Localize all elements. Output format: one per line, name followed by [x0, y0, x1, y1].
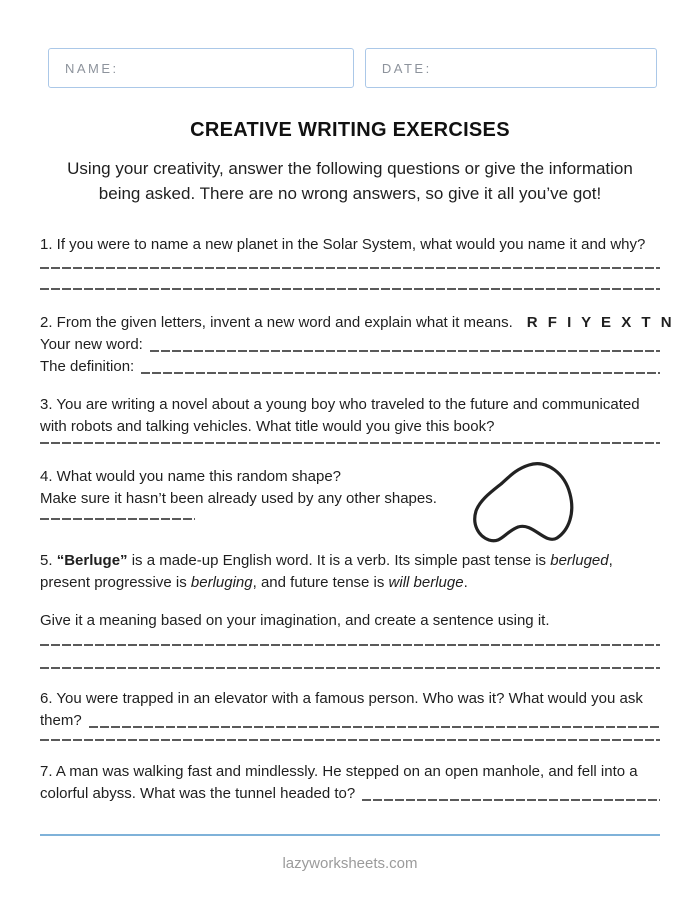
answer-line[interactable]	[40, 739, 660, 741]
question-3-text-line-2: with robots and talking vehicles. What title would you give this book?	[40, 418, 495, 435]
random-blob-shape	[470, 458, 574, 557]
question-7-answer-row	[40, 783, 660, 805]
question-5	[40, 550, 660, 669]
question-5-line2-mid: , and future tense is	[252, 574, 389, 591]
answer-line[interactable]	[141, 372, 660, 374]
name-field[interactable]	[48, 48, 354, 88]
answer-line[interactable]	[40, 442, 660, 444]
question-2-letters: R F I Y E X T N	[526, 314, 675, 331]
date-field[interactable]	[365, 48, 657, 88]
question-5-line2-pre: present progressive is	[40, 574, 191, 591]
question-5-rest-1: is a made-up English word. It is a verb. Its simple past tense is	[127, 552, 551, 569]
definition-row	[40, 356, 660, 378]
page-title: CREATIVE WRITING EXERCISES	[190, 119, 510, 141]
question-5-prompt: Give it a meaning based on your imagination, and create a sentence using it.	[40, 612, 550, 629]
answer-line[interactable]	[40, 518, 195, 520]
answer-line[interactable]	[40, 644, 660, 646]
answer-line[interactable]	[40, 667, 660, 669]
question-1-text: 1. If you were to name a new planet in the Solar System, what would you name it and why?	[40, 236, 646, 253]
instructions	[40, 156, 660, 206]
question-4	[40, 466, 660, 520]
question-5-italic-progressive: berluging	[190, 574, 253, 591]
question-3	[40, 394, 660, 444]
question-3-text-line-1: 3. You are writing a novel about a young boy who traveled to the future and communicated	[40, 396, 640, 413]
question-7-label: colorful abyss. What was the tunnel headed to?	[40, 785, 356, 802]
question-7-text-line-1: 7. A man was walking fast and mindlessly. He stepped on an open manhole, and fell into a	[40, 763, 638, 780]
question-5-bold-word: “Berluge”	[56, 552, 128, 569]
question-6-answer-row	[40, 710, 660, 732]
answer-line[interactable]	[150, 350, 660, 352]
question-5-period: .	[463, 574, 468, 591]
question-5-comma: ,	[608, 552, 613, 569]
question-5-italic-past: berluged	[550, 552, 609, 569]
question-2	[40, 312, 675, 378]
answer-line[interactable]	[89, 726, 660, 728]
question-5-italic-future: will berluge	[388, 574, 464, 591]
definition-label: The definition:	[40, 358, 135, 375]
header-fields	[48, 48, 657, 88]
question-2-prompt: 2. From the given letters, invent a new word and explain what it means.	[40, 314, 513, 331]
answer-line[interactable]	[40, 267, 660, 269]
name-field-label: NAME:	[65, 60, 119, 76]
question-2-text	[40, 312, 675, 334]
answer-line[interactable]	[362, 799, 660, 801]
new-word-row	[40, 334, 660, 356]
instructions-line-2: being asked. There are no wrong answers, so give it all you’ve got!	[98, 184, 602, 203]
question-6-label: them?	[40, 712, 82, 729]
date-field-label: DATE:	[381, 60, 432, 76]
question-5-text-line-2	[40, 572, 660, 594]
answer-line[interactable]	[40, 288, 660, 290]
instructions-line-1: Using your creativity, answer the following questions or give the information	[67, 159, 633, 178]
question-7	[40, 761, 660, 805]
footer-site-url: lazyworksheets.com	[282, 855, 418, 872]
new-word-label: Your new word:	[40, 336, 143, 353]
question-4-text-line-1: 4. What would you name this random shape?	[40, 468, 342, 485]
question-6-text-line-1: 6. You were trapped in an elevator with a famous person. Who was it? What would you ask	[40, 690, 643, 707]
question-4-text-line-2: Make sure it hasn’t been already used by any other shapes.	[40, 490, 437, 507]
question-1	[40, 234, 660, 290]
question-5-number: 5.	[40, 552, 57, 569]
footer-divider	[40, 834, 660, 836]
question-6	[40, 688, 660, 741]
